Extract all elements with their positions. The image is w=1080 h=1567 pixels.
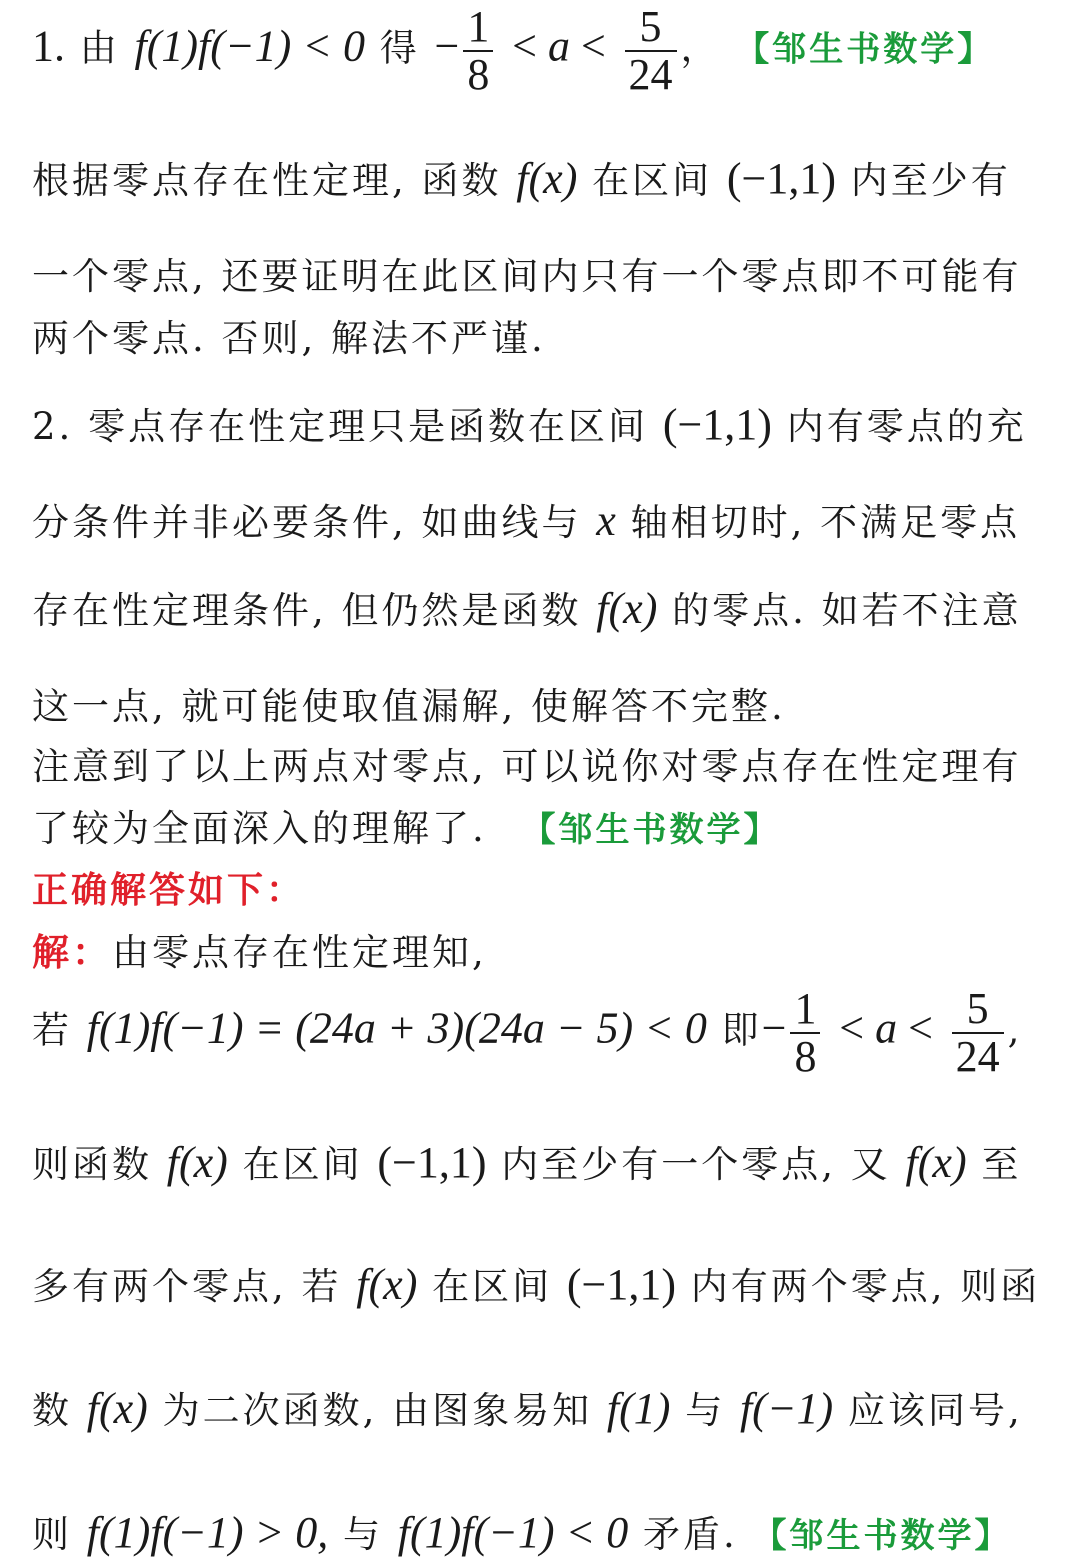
text-segment: 内有两个零点, 则函 bbox=[690, 1265, 1041, 1308]
math-expression: f(1)f(−1) = (24a + 3)(24a − 5) < 0 bbox=[86, 1003, 707, 1053]
minus-sign: − bbox=[761, 1003, 787, 1053]
text-segment: 2. 零点存在性定理只是函数在区间 bbox=[32, 405, 649, 448]
comma: , bbox=[1007, 1008, 1023, 1052]
line-15 bbox=[32, 1256, 1040, 1310]
math-f1: f(1) bbox=[606, 1384, 671, 1433]
variable-a: a bbox=[875, 1003, 898, 1053]
text-segment: 则 bbox=[32, 1513, 72, 1556]
variable-a: a bbox=[547, 21, 570, 71]
text-segment: 由零点存在性定理知, bbox=[112, 931, 487, 974]
line-5 bbox=[32, 396, 1027, 450]
line-17 bbox=[32, 1504, 1012, 1558]
less-than: < bbox=[897, 1003, 933, 1053]
line-6 bbox=[32, 492, 1020, 546]
text-segment: 内至少有 bbox=[850, 159, 1011, 202]
math-fx: f(x) bbox=[356, 1260, 418, 1309]
text-segment: 轴相切时, 不满足零点 bbox=[630, 501, 1021, 544]
text-segment: 内有零点的充 bbox=[786, 405, 1027, 448]
numerator: 1 bbox=[794, 984, 817, 1033]
less-than: < bbox=[512, 21, 548, 71]
line-10 bbox=[32, 798, 781, 852]
text-segment: 则函数 bbox=[32, 1143, 152, 1186]
watermark-tag: 【邹生书数学】 bbox=[735, 29, 995, 70]
text-segment: 应该同号, bbox=[847, 1389, 1023, 1432]
math-interval: (−1,1) bbox=[662, 400, 772, 449]
text-segment: 的零点. 如若不注意 bbox=[672, 589, 1022, 632]
less-than: < bbox=[569, 21, 606, 71]
math-fx: f(x) bbox=[596, 584, 658, 633]
math-interval: (−1,1) bbox=[377, 1138, 487, 1187]
line-9: 注意到了以上两点对零点, 可以说你对零点存在性定理有 bbox=[32, 745, 1022, 788]
numerator: 5 bbox=[966, 984, 989, 1033]
line-13 bbox=[32, 986, 1022, 1080]
line-7 bbox=[32, 580, 1022, 634]
math-fm1: f(−1) bbox=[739, 1384, 834, 1433]
text-segment: 分条件并非必要条件, 如曲线与 bbox=[32, 501, 582, 544]
watermark-tag: 【邹生书数学】 bbox=[752, 1516, 1012, 1556]
fraction-one-eighth bbox=[463, 4, 493, 98]
denominator: 24 bbox=[625, 50, 677, 98]
line-3: 一个零点, 还要证明在此区间内只有一个零点即不可能有 bbox=[32, 255, 1022, 298]
comma: ， bbox=[680, 26, 721, 70]
math-expression: f(1)f(−1) > 0, bbox=[86, 1508, 329, 1557]
fraction-five-twentyfourths bbox=[625, 4, 677, 98]
math-expression: f(1)f(−1) < 0 bbox=[397, 1508, 629, 1557]
fraction-five-twentyfourths bbox=[952, 986, 1004, 1080]
numerator: 5 bbox=[639, 2, 662, 51]
line-2 bbox=[32, 150, 1011, 204]
numerator: 1 bbox=[467, 2, 490, 51]
line-12 bbox=[32, 922, 487, 976]
watermark-tag: 【邹生书数学】 bbox=[521, 810, 781, 850]
fraction-one-eighth bbox=[790, 986, 820, 1080]
denominator: 8 bbox=[790, 1032, 820, 1080]
text-segment: 存在性定理条件, 但仍然是函数 bbox=[32, 589, 582, 632]
denominator: 24 bbox=[952, 1032, 1004, 1080]
math-interval: (−1,1) bbox=[566, 1260, 677, 1309]
line-14 bbox=[32, 1134, 1021, 1188]
line-1 bbox=[32, 4, 994, 98]
math-fx: f(x) bbox=[905, 1138, 967, 1187]
math-x: x bbox=[596, 496, 616, 545]
text-segment: 即 bbox=[721, 1008, 762, 1052]
text-segment: 了较为全面深入的理解了. bbox=[32, 807, 487, 850]
minus-sign: − bbox=[434, 21, 460, 71]
line-8: 这一点, 就可能使取值漏解, 使解答不完整. bbox=[32, 685, 786, 728]
text-segment: 在区间 bbox=[242, 1143, 363, 1186]
item-number: 1. bbox=[32, 21, 65, 71]
text-segment: 矛盾. bbox=[642, 1513, 738, 1556]
text-segment: 数 bbox=[32, 1389, 72, 1432]
line-16 bbox=[32, 1380, 1023, 1434]
text-segment: 内至少有一个零点, 又 bbox=[501, 1143, 891, 1186]
text-segment: 在区间 bbox=[432, 1265, 553, 1308]
text-segment: 多有两个零点, 若 bbox=[32, 1265, 342, 1308]
denominator: 8 bbox=[463, 50, 493, 98]
math-fx: f(x) bbox=[86, 1384, 148, 1433]
text-segment: 与 bbox=[342, 1513, 383, 1556]
text-segment: 与 bbox=[685, 1389, 726, 1432]
text-segment: 为二次函数, 由图象易知 bbox=[162, 1389, 593, 1432]
math-interval: (−1,1) bbox=[726, 154, 837, 203]
text-segment: 在区间 bbox=[592, 159, 713, 202]
text-segment: 得 bbox=[379, 26, 420, 70]
solution-label: 解： bbox=[32, 931, 112, 974]
text-segment: 根据零点存在性定理, 函数 bbox=[32, 159, 502, 202]
less-than: < bbox=[839, 1003, 876, 1053]
solution-heading: 正确解答如下： bbox=[32, 870, 306, 911]
text-segment: 至 bbox=[981, 1143, 1022, 1186]
text-segment: 若 bbox=[32, 1008, 72, 1052]
math-fx: f(x) bbox=[516, 154, 578, 203]
text-segment: 由 bbox=[79, 26, 120, 70]
math-expression: f(1)f(−1) < 0 bbox=[134, 21, 365, 71]
line-4: 两个零点. 否则, 解法不严谨. bbox=[32, 317, 546, 360]
math-fx: f(x) bbox=[166, 1138, 228, 1187]
